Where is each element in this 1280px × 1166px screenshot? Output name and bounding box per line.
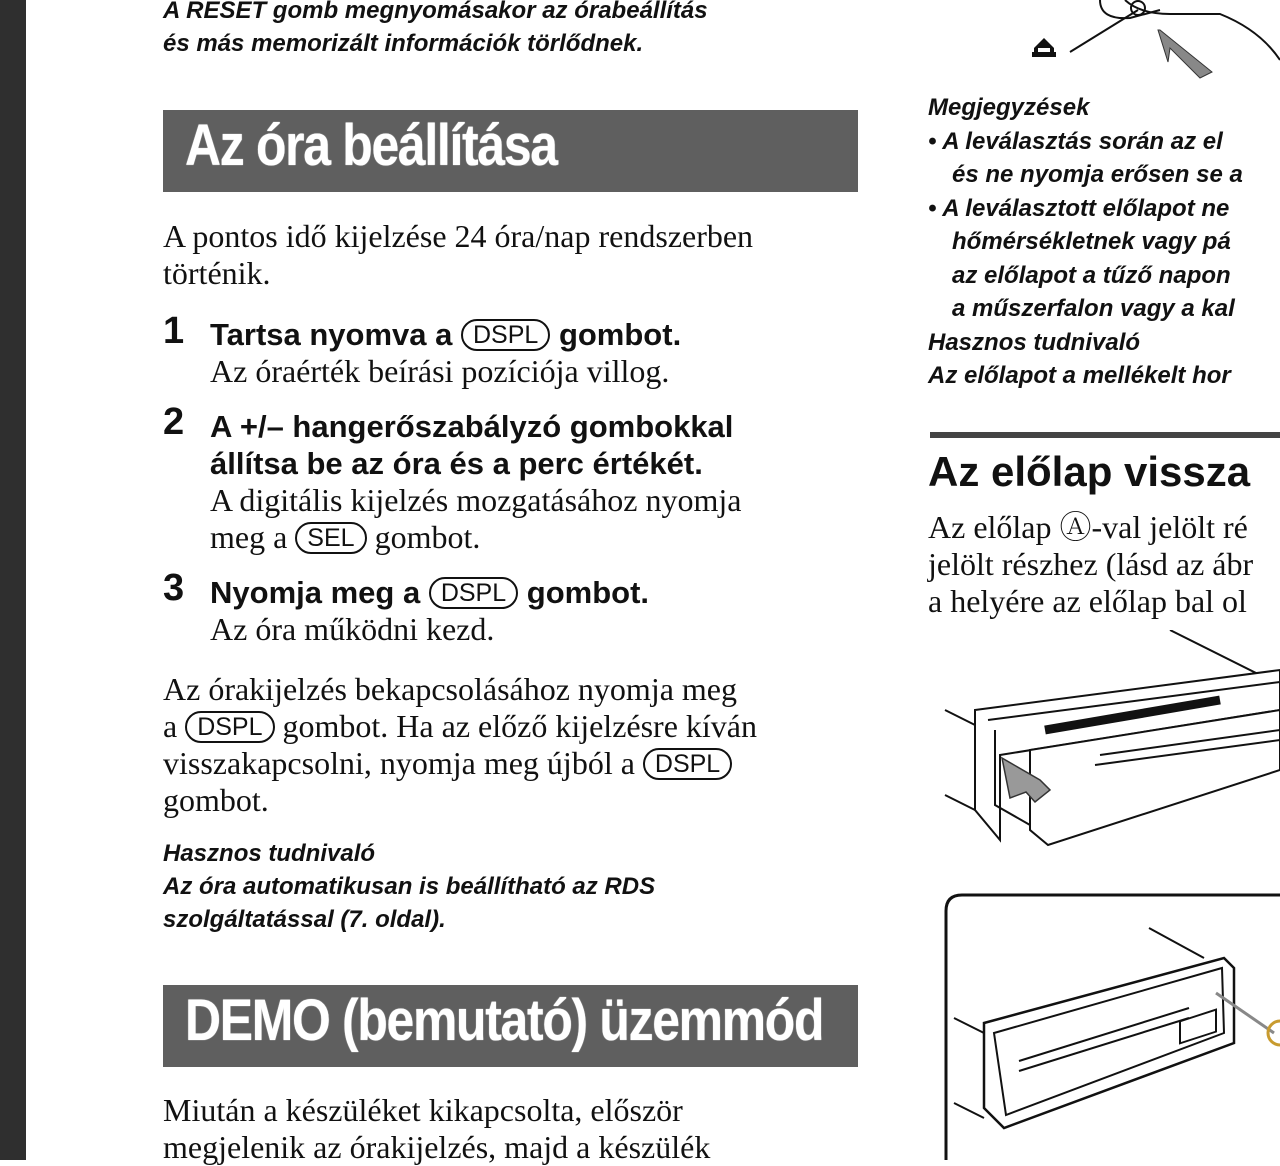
clock-tip-line1: Az óra automatikusan is beállítható az RDS <box>163 873 656 900</box>
bullet-marker: • <box>928 127 937 155</box>
faceplate-attach-illustration <box>930 630 1280 860</box>
section-heading-clock-text: Az óra beállítása <box>185 113 557 178</box>
demo-intro-line2: megjelenik az órakijelzés, majd a készülék <box>163 1129 711 1165</box>
faceplate-detail-illustration <box>944 893 1280 1160</box>
note-2 <box>928 192 1243 226</box>
paragraph-line1: Az órakijelzés bekapcsolásához nyomja meg <box>163 671 737 707</box>
demo-intro <box>163 1092 710 1166</box>
note-1-line1: A leválasztás során az el <box>942 127 1223 155</box>
dspl-key-label: DSPL <box>461 319 550 351</box>
step-number: 1 <box>163 310 185 352</box>
notes-title: Megjegyzések <box>928 94 1090 121</box>
step-3 <box>210 574 649 648</box>
reset-note-line2: és más memorizált információk törlődnek. <box>163 30 644 57</box>
note-1 <box>928 125 1243 159</box>
note-2-line1: A leválasztott előlapot ne <box>942 194 1230 222</box>
right-body-line1: Az előlap Ⓐ-val jelölt ré <box>928 509 1248 545</box>
step-2-title-line2: állítsa be az óra és a perc értékét. <box>210 446 703 481</box>
note-2-line4: a műszerfalon vagy a kal <box>952 295 1235 322</box>
step-3-title-text: Nyomja meg a <box>210 575 421 610</box>
dspl-key-label: DSPL <box>643 748 732 780</box>
step-3-desc: Az óra működni kezd. <box>210 611 495 647</box>
eject-icon <box>1032 38 1056 57</box>
paragraph-line4: gombot. <box>163 782 269 818</box>
step-number: 3 <box>163 567 185 609</box>
reset-note-line1: A RESET gomb megnyomásakor az órabeállítás <box>163 0 708 24</box>
step-1-title-text: Tartsa nyomva a <box>210 317 453 352</box>
release-illustration <box>1020 0 1280 90</box>
step-number: 2 <box>163 401 185 443</box>
section-heading-demo <box>163 985 858 1067</box>
section-divider <box>930 432 1280 438</box>
step-1-title-end: gombot. <box>558 317 682 352</box>
paragraph-line3 <box>163 745 757 782</box>
demo-intro-line1: Miután a készüléket kikapcsolta, először <box>163 1092 683 1128</box>
viewer-side-bar <box>0 0 26 1160</box>
sel-key-label: SEL <box>295 522 366 554</box>
clock-tip-line2: szolgáltatással (7. oldal). <box>163 906 446 933</box>
step-2-desc-text: meg a <box>210 519 288 555</box>
clock-intro <box>163 218 753 292</box>
note-1-line2: és ne nyomja erősen se a <box>952 161 1243 188</box>
right-tip-title: Hasznos tudnivaló <box>928 328 1141 356</box>
note-2-line2: hőmérsékletnek vagy pá <box>952 228 1231 255</box>
step-1 <box>210 316 681 390</box>
step-1-desc: Az óraérték beírási pozíciója villog. <box>210 353 670 389</box>
step-3-title <box>210 574 649 611</box>
dspl-key-label: DSPL <box>429 577 518 609</box>
clock-tip-title: Hasznos tudnivaló <box>163 840 376 867</box>
section-heading-demo-text: DEMO (bemutató) üzemmód <box>185 988 824 1053</box>
step-3-title-end: gombot. <box>526 575 650 610</box>
clock-intro-line2: történik. <box>163 255 271 291</box>
note-2-line3: az előlapot a tűző napon <box>952 261 1231 289</box>
clock-tip <box>163 837 655 936</box>
step-2 <box>210 408 741 556</box>
step-2-title-line1: A +/– hangerőszabályzó gombokkal <box>210 409 734 444</box>
paragraph-line2-text: gombot. Ha az előző kijelzésre kíván <box>282 708 757 744</box>
right-body <box>928 509 1253 620</box>
right-body-line3: a helyére az előlap bal ol <box>928 583 1247 619</box>
dspl-key-label: DSPL <box>185 711 274 743</box>
bullet-marker: • <box>928 194 937 222</box>
right-tip-line: Az előlapot a mellékelt hor <box>928 362 1231 389</box>
step-1-title <box>210 316 681 353</box>
clock-intro-line1: A pontos idő kijelzése 24 óra/nap rendszerben <box>163 218 754 254</box>
section-heading-clock <box>163 110 858 192</box>
paragraph-line3-text: visszakapcsolni, nyomja meg újból a <box>163 745 635 781</box>
clock-display-paragraph <box>163 671 757 819</box>
step-2-desc-line1: A digitális kijelzés mozgatásához nyomja <box>210 482 742 518</box>
step-2-desc-line2 <box>210 519 741 556</box>
right-section-heading: Az előlap vissza <box>928 448 1251 495</box>
paragraph-line2-start: a <box>163 708 178 744</box>
paragraph-line2 <box>163 708 757 745</box>
right-body-line2: jelölt részhez (lásd az ábr <box>928 546 1254 582</box>
reset-note <box>163 0 708 60</box>
step-2-desc-end: gombot. <box>374 519 481 555</box>
notes-block <box>928 91 1243 393</box>
